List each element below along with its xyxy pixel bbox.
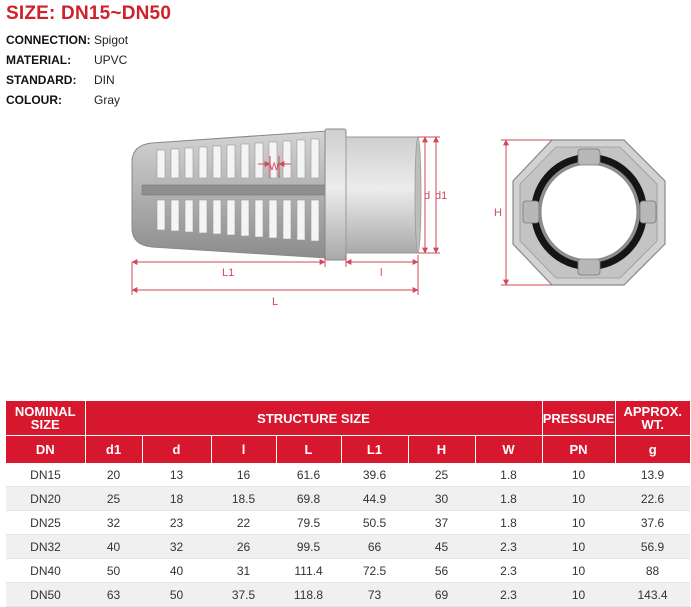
cell: 56.9 [615,535,690,559]
spec-value: Spigot [94,33,129,47]
table-row [6,535,690,559]
table-column-header [6,436,690,464]
cell: 32 [142,535,211,559]
cell: 25 [408,463,475,487]
spec-row-material [6,52,127,68]
cell: 30 [408,487,475,511]
header-nominal-size: NOMINAL SIZE [6,401,85,436]
cell: 10 [542,463,615,487]
table-row [6,511,690,535]
label-W: W [269,161,280,173]
cell: 39.6 [341,463,408,487]
label-d: d [424,190,431,202]
cell: DN20 [6,487,85,511]
cell: 10 [542,487,615,511]
col-dn: DN [6,436,85,464]
cell: 79.5 [276,511,341,535]
cell: 45 [408,535,475,559]
center-rib [142,185,327,195]
cell: 1.8 [475,463,542,487]
spec-label: STANDARD: [6,73,77,87]
cell: 16 [211,463,276,487]
spec-row-standard [6,72,115,88]
cell: 61.6 [276,463,341,487]
header-structure-size: STRUCTURE SIZE [85,401,542,436]
cell: 18 [142,487,211,511]
spec-value: UPVC [94,53,128,67]
cell: 10 [542,511,615,535]
cell: 26 [211,535,276,559]
spec-table [6,401,690,607]
cell: DN15 [6,463,85,487]
header-pressure: PRESSURE [542,401,615,436]
table-group-header [6,401,690,436]
cell: DN25 [6,511,85,535]
label-d1: d1 [435,190,448,202]
col-H: H [408,436,475,464]
col-d1: d1 [85,436,142,464]
cell: DN50 [6,583,85,607]
cell: 66 [341,535,408,559]
technical-drawing [0,120,691,308]
col-W: W [475,436,542,464]
col-L: L [276,436,341,464]
cell: 20 [85,463,142,487]
cell: DN40 [6,559,85,583]
spec-row-connection [6,32,128,48]
cell: 1.8 [475,487,542,511]
cell: 44.9 [341,487,408,511]
cell: 37 [408,511,475,535]
cell: DN32 [6,535,85,559]
spec-label: COLOUR: [6,93,62,107]
cell: 143.4 [615,583,690,607]
cell: 40 [85,535,142,559]
cell: 10 [542,559,615,583]
cell: 50 [85,559,142,583]
cell: 118.8 [276,583,341,607]
cell: 2.3 [475,535,542,559]
cell: 40 [142,559,211,583]
cell: 37.6 [615,511,690,535]
header-approx-weight: APPROX. WT. [615,401,690,436]
col-L1: L1 [341,436,408,464]
spigot [346,137,418,253]
page-title: SIZE: DN15~DN50 [6,3,172,24]
cell: 72.5 [341,559,408,583]
cell: 2.3 [475,559,542,583]
cell: 31 [211,559,276,583]
cell: 1.8 [475,511,542,535]
col-d: d [142,436,211,464]
cell: 23 [142,511,211,535]
label-L1: L1 [222,267,235,279]
end-view [513,140,665,285]
cell: 69 [408,583,475,607]
cell: 13.9 [615,463,690,487]
label-l: l [380,267,383,279]
ring-bore [541,164,637,260]
cell: 73 [341,583,408,607]
cell: 10 [542,583,615,607]
cell: 63 [85,583,142,607]
cell: 13 [142,463,211,487]
spec-row-colour [6,92,120,108]
cell: 18.5 [211,487,276,511]
label-L: L [272,296,279,308]
spec-label: MATERIAL: [6,53,72,67]
collar [325,129,346,260]
cell: 25 [85,487,142,511]
table-row [6,463,690,487]
cell: 99.5 [276,535,341,559]
col-pn: PN [542,436,615,464]
cell: 2.3 [475,583,542,607]
spec-value: DIN [94,73,115,87]
cell: 22 [211,511,276,535]
side-view [132,129,421,260]
table-row [6,559,690,583]
cell: 50 [142,583,211,607]
table-row [6,583,690,607]
cell: 32 [85,511,142,535]
col-g: g [615,436,690,464]
label-H: H [494,207,502,219]
cell: 111.4 [276,559,341,583]
spec-value: Gray [94,93,121,107]
cell: 69.8 [276,487,341,511]
table-row [6,487,690,511]
cell: 37.5 [211,583,276,607]
cell: 10 [542,535,615,559]
cell: 88 [615,559,690,583]
cell: 56 [408,559,475,583]
cell: 50.5 [341,511,408,535]
cell: 22.6 [615,487,690,511]
spec-label: CONNECTION: [6,33,91,47]
col-l: l [211,436,276,464]
